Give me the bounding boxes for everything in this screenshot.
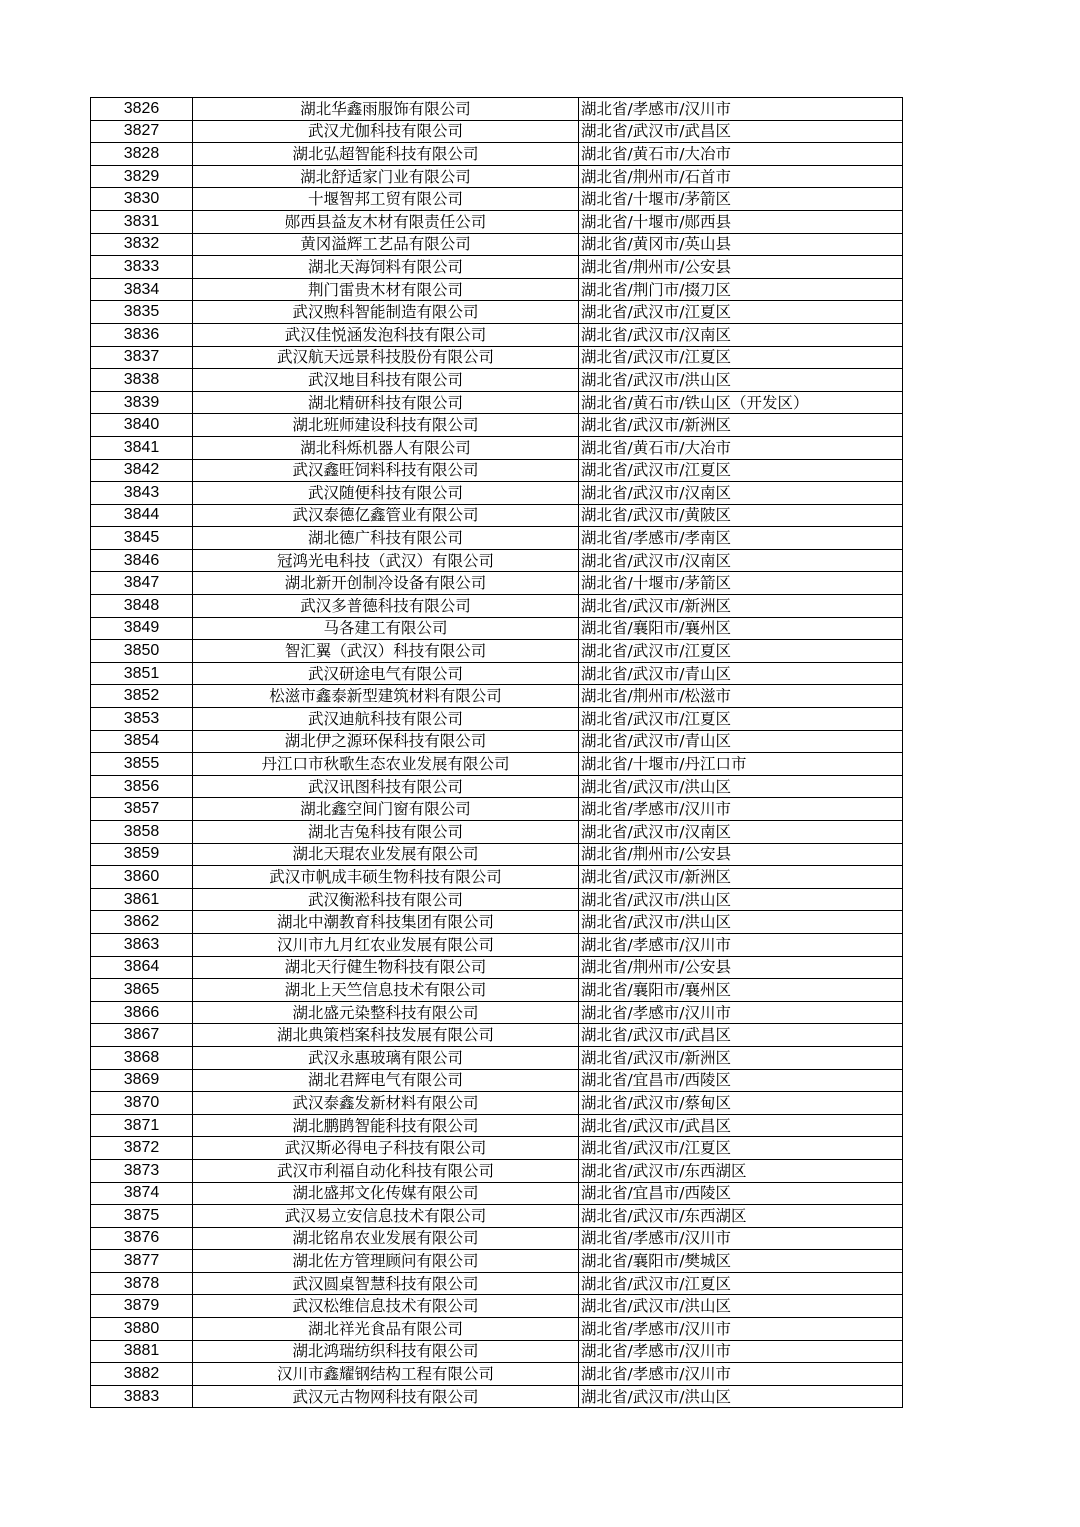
location-cell: 湖北省/孝感市/汉川市: [579, 933, 903, 956]
location-cell: 湖北省/武汉市/汉南区: [579, 482, 903, 505]
location-cell: 湖北省/武汉市/新洲区: [579, 595, 903, 618]
table-row: [91, 482, 903, 505]
location-cell: 湖北省/武汉市/汉南区: [579, 549, 903, 572]
company-name-cell: 湖北舒适家门业有限公司: [193, 165, 579, 188]
company-name-cell: 湖北上天竺信息技术有限公司: [193, 979, 579, 1002]
company-name-cell: 湖北班师建设科技有限公司: [193, 414, 579, 437]
row-number-cell: 3866: [91, 1001, 193, 1024]
location-cell: 湖北省/孝感市/汉川市: [579, 1363, 903, 1386]
company-name-cell: 湖北盛邦文化传媒有限公司: [193, 1182, 579, 1205]
table-row: [91, 143, 903, 166]
company-name-cell: 湖北天行健生物科技有限公司: [193, 956, 579, 979]
table-row: [91, 369, 903, 392]
company-name-cell: 湖北天海饲料有限公司: [193, 256, 579, 279]
table-row: [91, 662, 903, 685]
location-cell: 湖北省/武汉市/洪山区: [579, 1385, 903, 1408]
company-name-cell: 武汉煦科智能制造有限公司: [193, 301, 579, 324]
location-cell: 湖北省/襄阳市/樊城区: [579, 1250, 903, 1273]
row-number-cell: 3837: [91, 346, 193, 369]
table-row: [91, 843, 903, 866]
company-name-cell: 湖北鹏鹍智能科技有限公司: [193, 1114, 579, 1137]
location-cell: 湖北省/荆州市/公安县: [579, 843, 903, 866]
company-name-cell: 武汉讯图科技有限公司: [193, 775, 579, 798]
table-row: [91, 165, 903, 188]
location-cell: 湖北省/武汉市/新洲区: [579, 1046, 903, 1069]
row-number-cell: 3873: [91, 1159, 193, 1182]
row-number-cell: 3847: [91, 572, 193, 595]
company-name-cell: 十堰智邦工贸有限公司: [193, 188, 579, 211]
company-name-cell: 湖北鑫空间门窗有限公司: [193, 798, 579, 821]
table-row: [91, 1114, 903, 1137]
location-cell: 湖北省/宜昌市/西陵区: [579, 1069, 903, 1092]
row-number-cell: 3826: [91, 98, 193, 121]
company-name-cell: 武汉圆桌智慧科技有限公司: [193, 1272, 579, 1295]
row-number-cell: 3838: [91, 369, 193, 392]
table-row: [91, 775, 903, 798]
table-row: [91, 1205, 903, 1228]
row-number-cell: 3840: [91, 414, 193, 437]
company-name-cell: 湖北新开创制冷设备有限公司: [193, 572, 579, 595]
company-name-cell: 武汉永惠玻璃有限公司: [193, 1046, 579, 1069]
company-name-cell: 武汉市帆成丰硕生物科技有限公司: [193, 866, 579, 889]
location-cell: 湖北省/武汉市/江夏区: [579, 1272, 903, 1295]
table-row: [91, 911, 903, 934]
row-number-cell: 3844: [91, 504, 193, 527]
row-number-cell: 3871: [91, 1114, 193, 1137]
table-row: [91, 708, 903, 731]
location-cell: 湖北省/襄阳市/襄州区: [579, 979, 903, 1002]
row-number-cell: 3872: [91, 1137, 193, 1160]
location-cell: 湖北省/武汉市/东西湖区: [579, 1159, 903, 1182]
table-row: [91, 1092, 903, 1115]
location-cell: 湖北省/武汉市/洪山区: [579, 1295, 903, 1318]
table-row: [91, 956, 903, 979]
table-row: [91, 1227, 903, 1250]
company-name-cell: 湖北精研科技有限公司: [193, 391, 579, 414]
location-cell: 湖北省/武汉市/江夏区: [579, 1137, 903, 1160]
table-row: [91, 798, 903, 821]
company-name-cell: 武汉随便科技有限公司: [193, 482, 579, 505]
location-cell: 湖北省/武汉市/黄陂区: [579, 504, 903, 527]
table-row: [91, 459, 903, 482]
company-name-cell: 丹江口市秋歌生态农业发展有限公司: [193, 753, 579, 776]
location-cell: 湖北省/宜昌市/西陵区: [579, 1182, 903, 1205]
company-name-cell: 湖北吉兔科技有限公司: [193, 821, 579, 844]
table-row: [91, 1295, 903, 1318]
location-cell: 湖北省/十堰市/茅箭区: [579, 572, 903, 595]
location-cell: 湖北省/黄石市/大冶市: [579, 436, 903, 459]
company-name-cell: 马各建工有限公司: [193, 617, 579, 640]
row-number-cell: 3843: [91, 482, 193, 505]
location-cell: 湖北省/荆州市/公安县: [579, 256, 903, 279]
location-cell: 湖北省/武汉市/新洲区: [579, 414, 903, 437]
company-name-cell: 黄冈溢辉工艺品有限公司: [193, 233, 579, 256]
location-cell: 湖北省/武汉市/江夏区: [579, 346, 903, 369]
company-name-cell: 湖北祥光食品有限公司: [193, 1318, 579, 1341]
company-name-cell: 湖北铭帛农业发展有限公司: [193, 1227, 579, 1250]
row-number-cell: 3846: [91, 549, 193, 572]
location-cell: 湖北省/襄阳市/襄州区: [579, 617, 903, 640]
location-cell: 湖北省/武汉市/江夏区: [579, 640, 903, 663]
company-name-cell: 武汉易立安信息技术有限公司: [193, 1205, 579, 1228]
table-row: [91, 933, 903, 956]
row-number-cell: 3858: [91, 821, 193, 844]
row-number-cell: 3861: [91, 888, 193, 911]
company-name-cell: 湖北典策档案科技发展有限公司: [193, 1024, 579, 1047]
company-name-cell: 武汉斯必得电子科技有限公司: [193, 1137, 579, 1160]
company-name-cell: 汉川市九月红农业发展有限公司: [193, 933, 579, 956]
table-row: [91, 120, 903, 143]
location-cell: 湖北省/武汉市/武昌区: [579, 1114, 903, 1137]
location-cell: 湖北省/武汉市/洪山区: [579, 888, 903, 911]
row-number-cell: 3875: [91, 1205, 193, 1228]
row-number-cell: 3879: [91, 1295, 193, 1318]
company-name-cell: 松滋市鑫泰新型建筑材料有限公司: [193, 685, 579, 708]
row-number-cell: 3870: [91, 1092, 193, 1115]
company-name-cell: 武汉多普德科技有限公司: [193, 595, 579, 618]
row-number-cell: 3877: [91, 1250, 193, 1273]
row-number-cell: 3828: [91, 143, 193, 166]
table-row: [91, 617, 903, 640]
row-number-cell: 3842: [91, 459, 193, 482]
company-name-cell: 武汉佳悦涵发泡科技有限公司: [193, 323, 579, 346]
location-cell: 湖北省/孝感市/汉川市: [579, 798, 903, 821]
location-cell: 湖北省/荆州市/松滋市: [579, 685, 903, 708]
table-row: [91, 1182, 903, 1205]
table-row: [91, 391, 903, 414]
table-row: [91, 278, 903, 301]
company-name-cell: 武汉元古物网科技有限公司: [193, 1385, 579, 1408]
row-number-cell: 3867: [91, 1024, 193, 1047]
location-cell: 湖北省/孝感市/孝南区: [579, 527, 903, 550]
table-row: [91, 640, 903, 663]
table-row: [91, 753, 903, 776]
location-cell: 湖北省/荆州市/石首市: [579, 165, 903, 188]
company-name-cell: 武汉鑫旺饲料科技有限公司: [193, 459, 579, 482]
company-name-cell: 湖北中潮教育科技集团有限公司: [193, 911, 579, 934]
location-cell: 湖北省/武汉市/青山区: [579, 730, 903, 753]
row-number-cell: 3851: [91, 662, 193, 685]
table-row: [91, 504, 903, 527]
table-row: [91, 1046, 903, 1069]
company-name-cell: 武汉尤伽科技有限公司: [193, 120, 579, 143]
company-name-cell: 湖北德广科技有限公司: [193, 527, 579, 550]
company-name-cell: 荆门雷贵木材有限公司: [193, 278, 579, 301]
table-row: [91, 1250, 903, 1273]
company-name-cell: 湖北天琨农业发展有限公司: [193, 843, 579, 866]
row-number-cell: 3878: [91, 1272, 193, 1295]
row-number-cell: 3881: [91, 1340, 193, 1363]
table-row: [91, 595, 903, 618]
table-row: [91, 527, 903, 550]
location-cell: 湖北省/武汉市/汉南区: [579, 323, 903, 346]
row-number-cell: 3854: [91, 730, 193, 753]
row-number-cell: 3863: [91, 933, 193, 956]
row-number-cell: 3876: [91, 1227, 193, 1250]
company-name-cell: 冠鸿光电科技（武汉）有限公司: [193, 549, 579, 572]
company-name-cell: 湖北弘超智能科技有限公司: [193, 143, 579, 166]
table-row: [91, 730, 903, 753]
location-cell: 湖北省/孝感市/汉川市: [579, 1340, 903, 1363]
location-cell: 湖北省/武汉市/汉南区: [579, 821, 903, 844]
row-number-cell: 3869: [91, 1069, 193, 1092]
table-row: [91, 979, 903, 1002]
company-name-cell: 武汉市利福自动化科技有限公司: [193, 1159, 579, 1182]
table-row: [91, 1001, 903, 1024]
location-cell: 湖北省/武汉市/江夏区: [579, 301, 903, 324]
row-number-cell: 3859: [91, 843, 193, 866]
company-table-body: [91, 98, 903, 1408]
row-number-cell: 3848: [91, 595, 193, 618]
company-name-cell: 智汇翼（武汉）科技有限公司: [193, 640, 579, 663]
table-row: [91, 1024, 903, 1047]
location-cell: 湖北省/孝感市/汉川市: [579, 1227, 903, 1250]
row-number-cell: 3839: [91, 391, 193, 414]
row-number-cell: 3882: [91, 1363, 193, 1386]
company-name-cell: 湖北伊之源环保科技有限公司: [193, 730, 579, 753]
row-number-cell: 3836: [91, 323, 193, 346]
company-table: [90, 97, 903, 1408]
company-name-cell: 郧西县益友木材有限责任公司: [193, 210, 579, 233]
row-number-cell: 3833: [91, 256, 193, 279]
company-name-cell: 汉川市鑫耀钢结构工程有限公司: [193, 1363, 579, 1386]
row-number-cell: 3831: [91, 210, 193, 233]
table-row: [91, 1272, 903, 1295]
table-row: [91, 1159, 903, 1182]
row-number-cell: 3850: [91, 640, 193, 663]
location-cell: 湖北省/武汉市/武昌区: [579, 1024, 903, 1047]
row-number-cell: 3852: [91, 685, 193, 708]
row-number-cell: 3845: [91, 527, 193, 550]
row-number-cell: 3868: [91, 1046, 193, 1069]
row-number-cell: 3880: [91, 1318, 193, 1341]
company-name-cell: 湖北华鑫雨服饰有限公司: [193, 98, 579, 121]
location-cell: 湖北省/武汉市/蔡甸区: [579, 1092, 903, 1115]
table-row: [91, 866, 903, 889]
location-cell: 湖北省/孝感市/汉川市: [579, 1318, 903, 1341]
table-row: [91, 346, 903, 369]
table-row: [91, 98, 903, 121]
row-number-cell: 3864: [91, 956, 193, 979]
table-row: [91, 888, 903, 911]
table-row: [91, 414, 903, 437]
row-number-cell: 3832: [91, 233, 193, 256]
row-number-cell: 3856: [91, 775, 193, 798]
table-row: [91, 210, 903, 233]
table-row: [91, 821, 903, 844]
location-cell: 湖北省/武汉市/江夏区: [579, 459, 903, 482]
row-number-cell: 3857: [91, 798, 193, 821]
row-number-cell: 3841: [91, 436, 193, 459]
location-cell: 湖北省/荆州市/公安县: [579, 956, 903, 979]
company-name-cell: 武汉泰德亿鑫管业有限公司: [193, 504, 579, 527]
company-name-cell: 武汉地目科技有限公司: [193, 369, 579, 392]
company-name-cell: 武汉航天远景科技股份有限公司: [193, 346, 579, 369]
row-number-cell: 3849: [91, 617, 193, 640]
table-row: [91, 685, 903, 708]
table-row: [91, 549, 903, 572]
location-cell: 湖北省/十堰市/郧西县: [579, 210, 903, 233]
row-number-cell: 3835: [91, 301, 193, 324]
location-cell: 湖北省/武汉市/江夏区: [579, 708, 903, 731]
row-number-cell: 3874: [91, 1182, 193, 1205]
row-number-cell: 3862: [91, 911, 193, 934]
location-cell: 湖北省/武汉市/青山区: [579, 662, 903, 685]
row-number-cell: 3883: [91, 1385, 193, 1408]
location-cell: 湖北省/武汉市/武昌区: [579, 120, 903, 143]
company-name-cell: 武汉泰鑫发新材料有限公司: [193, 1092, 579, 1115]
location-cell: 湖北省/孝感市/汉川市: [579, 1001, 903, 1024]
row-number-cell: 3855: [91, 753, 193, 776]
location-cell: 湖北省/武汉市/洪山区: [579, 369, 903, 392]
location-cell: 湖北省/黄冈市/英山县: [579, 233, 903, 256]
row-number-cell: 3830: [91, 188, 193, 211]
table-row: [91, 323, 903, 346]
table-row: [91, 233, 903, 256]
table-row: [91, 436, 903, 459]
company-name-cell: 湖北盛元染整科技有限公司: [193, 1001, 579, 1024]
company-name-cell: 武汉研途电气有限公司: [193, 662, 579, 685]
location-cell: 湖北省/黄石市/铁山区（开发区）: [579, 391, 903, 414]
company-name-cell: 武汉松维信息技术有限公司: [193, 1295, 579, 1318]
table-row: [91, 301, 903, 324]
table-row: [91, 1340, 903, 1363]
location-cell: 湖北省/武汉市/新洲区: [579, 866, 903, 889]
location-cell: 湖北省/孝感市/汉川市: [579, 98, 903, 121]
location-cell: 湖北省/武汉市/洪山区: [579, 911, 903, 934]
table-row: [91, 256, 903, 279]
row-number-cell: 3860: [91, 866, 193, 889]
location-cell: 湖北省/十堰市/丹江口市: [579, 753, 903, 776]
company-name-cell: 武汉衡淞科技有限公司: [193, 888, 579, 911]
table-row: [91, 188, 903, 211]
table-row: [91, 572, 903, 595]
row-number-cell: 3865: [91, 979, 193, 1002]
company-name-cell: 湖北鸿瑞纺织科技有限公司: [193, 1340, 579, 1363]
row-number-cell: 3829: [91, 165, 193, 188]
table-row: [91, 1137, 903, 1160]
table-row: [91, 1069, 903, 1092]
table-row: [91, 1318, 903, 1341]
location-cell: 湖北省/荆门市/掇刀区: [579, 278, 903, 301]
location-cell: 湖北省/武汉市/东西湖区: [579, 1205, 903, 1228]
company-name-cell: 湖北佐方管理顾问有限公司: [193, 1250, 579, 1273]
row-number-cell: 3827: [91, 120, 193, 143]
company-name-cell: 湖北君辉电气有限公司: [193, 1069, 579, 1092]
company-name-cell: 武汉迪航科技有限公司: [193, 708, 579, 731]
row-number-cell: 3834: [91, 278, 193, 301]
location-cell: 湖北省/黄石市/大冶市: [579, 143, 903, 166]
table-row: [91, 1385, 903, 1408]
row-number-cell: 3853: [91, 708, 193, 731]
location-cell: 湖北省/武汉市/洪山区: [579, 775, 903, 798]
location-cell: 湖北省/十堰市/茅箭区: [579, 188, 903, 211]
table-row: [91, 1363, 903, 1386]
company-name-cell: 湖北科烁机器人有限公司: [193, 436, 579, 459]
